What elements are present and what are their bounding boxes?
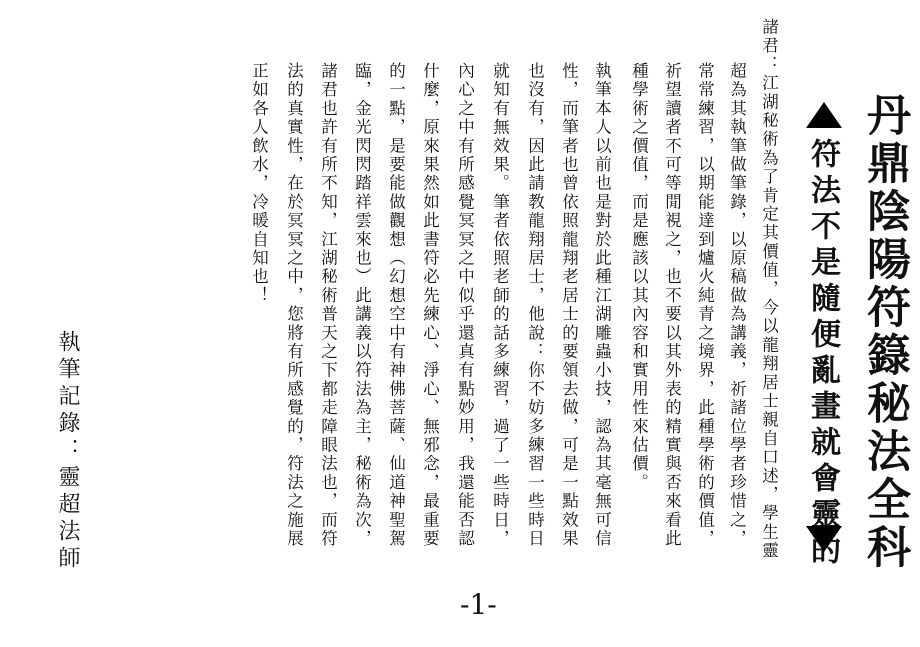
text-column: 性，而筆者也曾依照龍翔老居士的要領去做，可是一點效果	[559, 62, 579, 549]
text-column: 內心之中有所感覺冥冥之中似乎還真有點妙用，我還能否認	[455, 62, 475, 549]
text-column: 種學術之價值，而是應該以其內容和實用性來估價。	[629, 62, 649, 493]
text-column: 就知有無效果。筆者依照老師的話多練習，過了一些時日，	[490, 62, 510, 549]
text-column: 法的真實性，在於冥冥之中，您將有所感覺的，符法之施展	[284, 62, 304, 549]
text-column: 執筆本人以前也是對於此種江湖雕蟲小技，認為其毫無可信	[592, 62, 612, 549]
subtitle: 符法不是隨便亂畫就會靈的	[805, 138, 840, 570]
book-title: 丹鼎陰陽符籙秘法全科	[859, 92, 910, 572]
triangle-up-icon	[806, 102, 842, 128]
text-column: 什麼，原來果然如此書符必先練心、淨心、無邪念，最重要	[420, 62, 440, 549]
text-column: 祈望讀者不可等閒視之，也不要以其外表的精實與否來看此	[662, 62, 682, 549]
text-column: 的一點，是要能做觀想（幻想空中有神佛菩薩、仙道神聖駕	[386, 62, 406, 549]
text-column: 諸君：江湖秘術為了肯定其價值，今以龍翔居士親自口述，學生靈	[759, 18, 779, 561]
triangle-down-icon	[806, 526, 842, 552]
text-column: 臨，金光閃閃踏祥雲來也）此講義以符法為主，秘術為次，	[352, 62, 372, 549]
text-column: 諸君也許有所不知，江湖秘術普天之下都走障眼法也，而符	[318, 62, 338, 549]
author-signature: 執筆記錄：靈超法師	[55, 330, 80, 573]
text-column: 也沒有，因此請教龍翔居士，他說：你不妨多練習一些時日	[525, 62, 545, 549]
text-column: 正如各人飲水，冷暖自知也！	[249, 62, 269, 306]
page-number: -1-	[460, 588, 497, 621]
text-column: 超為其執筆做筆錄，以原稿做為講義，祈諸位學者珍惜之，	[727, 62, 747, 549]
text-column: 常常練習，以期能達到爐火純青之境界，此種學術的價值，	[695, 62, 715, 549]
